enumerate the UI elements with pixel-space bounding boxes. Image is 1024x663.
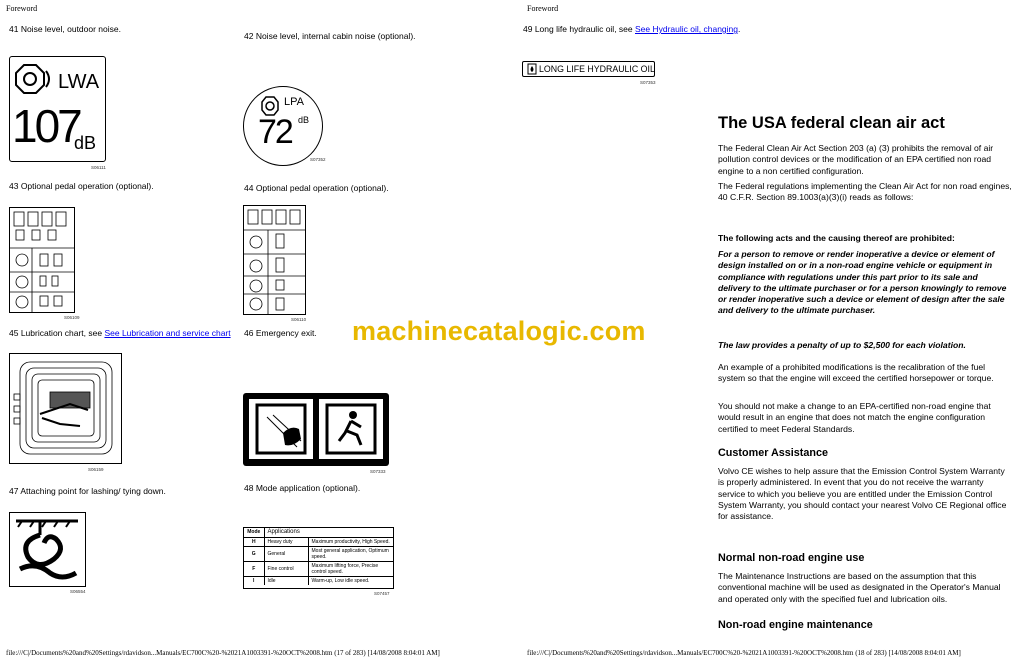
lubrication-diagram-icon xyxy=(10,354,121,463)
mode-row xyxy=(244,537,393,546)
mode-description: Warm-up, Low idle speed. xyxy=(311,577,370,584)
mode-description: Maximum lifting force, Precise control speed. xyxy=(308,561,393,576)
code-41: S06111 xyxy=(91,165,106,170)
lwa-unit: dB xyxy=(74,133,97,153)
mode-letter: F xyxy=(244,561,264,576)
code-47: S06554 xyxy=(70,589,86,594)
mode-name: Idle xyxy=(264,576,308,585)
mode-description: Maximum productivity, High Speed. xyxy=(308,537,393,546)
lubrication-chart-link[interactable]: See Lubrication and service chart xyxy=(104,328,231,338)
code-45: S06159 xyxy=(88,467,104,472)
paragraph-1: The Federal Clean Air Act Section 203 (a) (3) prohibits the removal of air pollution control devices or the modification of an EPA certified non road engine to a non certified configuration. xyxy=(718,143,994,176)
caption-45 xyxy=(9,328,231,338)
paragraph-3: The following acts and the causing thereof are prohibited: xyxy=(718,233,955,243)
pedal-diagram-icon xyxy=(10,208,74,312)
code-49: S07353 xyxy=(640,80,656,85)
page-header-right: Foreword xyxy=(527,4,559,13)
paragraph-6: An example of a prohibited modifications is the recalibration of the fuel system so that the engine will exceed the certified horsepower or torque. xyxy=(718,362,994,384)
applications-header: Applications xyxy=(264,528,393,537)
caption-47: 47 Attaching point for lashing/ tying down. xyxy=(9,486,166,496)
page-footer-left: file:///C|/Documents%20and%20Settings/rdavidson...Manuals/EC700C%20-%2021A1003391-%20OCT%2008.htm (17 of 283) [14/08/2008 8:04:01 AM] xyxy=(6,649,440,657)
mode-row xyxy=(244,576,393,585)
lashing-point-decal xyxy=(9,512,86,587)
code-43: S06109 xyxy=(64,315,80,320)
lashing-hook-icon xyxy=(10,513,84,585)
lpa-value: 72 xyxy=(258,113,292,151)
mode-letter: I xyxy=(244,576,264,585)
caption-43: 43 Optional pedal operation (optional). xyxy=(9,181,154,191)
mode-row xyxy=(244,546,393,561)
paragraph-5: The law provides a penalty of up to $2,500 for each violation. xyxy=(718,340,966,350)
code-46: S07333 xyxy=(370,469,386,474)
caption-41: 41 Noise level, outdoor noise. xyxy=(9,24,121,34)
caption-48: 48 Mode application (optional). xyxy=(244,483,361,493)
hydraulic-oil-link[interactable]: See Hydraulic oil, changing xyxy=(635,24,739,34)
lpa-label: LPA xyxy=(284,96,304,108)
paragraph-4: For a person to remove or render inoperative a device or element of design installed on or in a non-road engine vehicle or equipment in compliance with regulations under this part prior to its sale and delivery to the ultimate purchaser or for a person knowingly to remove or render inoperative such a device or element of design after the sale and delivery to the ultimate purchaser. xyxy=(718,249,1007,316)
caption-49-end: . xyxy=(738,24,741,34)
mode-table xyxy=(244,528,393,585)
code-42: S07352 xyxy=(310,157,326,162)
heading-normal-use: Normal non-road engine use xyxy=(718,552,865,564)
code-44: S06110 xyxy=(291,317,307,322)
lubrication-chart-decal xyxy=(9,353,122,464)
cabin-noise-decal xyxy=(243,86,323,166)
page-header-left: Foreword xyxy=(6,4,38,13)
hydraulic-oil-decal xyxy=(522,61,655,77)
mode-letter: H xyxy=(244,537,264,546)
paragraph-2: The Federal regulations implementing the Clean Air Act for non road engines, 40 C.F.R. Section 89.1003(a)(3)(i) reads as follows: xyxy=(718,181,1012,203)
caption-49 xyxy=(523,24,740,34)
mode-letter: G xyxy=(244,546,264,561)
oil-label: LONG LIFE HYDRAULIC OIL xyxy=(539,64,655,74)
page-footer-right: file:///C|/Documents%20and%20Settings/rdavidson...Manuals/EC700C%20-%2021A1003391-%20OCT%2008.htm (18 of 283) [14/08/2008 8:04:01 AM] xyxy=(527,649,961,657)
outdoor-noise-decal xyxy=(9,56,106,162)
code-48: S07457 xyxy=(374,591,390,596)
pedal-operation-decal xyxy=(9,207,75,313)
mode-name: Fine control xyxy=(264,561,308,576)
watermark: machinecatalogic.com xyxy=(352,316,646,346)
mode-name: Heavy duty xyxy=(264,537,308,546)
lwa-label: LWA xyxy=(58,71,100,93)
oil-drop-icon xyxy=(527,63,537,75)
lwa-value: 107 xyxy=(12,100,80,152)
caption-42: 42 Noise level, internal cabin noise (optional). xyxy=(244,31,416,41)
mode-description: Most general application, Optimum speed. xyxy=(308,546,393,561)
heading-customer-assistance: Customer Assistance xyxy=(718,447,829,459)
paragraph-7: You should not make a change to an EPA-certified non-road engine that would result in an engine that does not match the engine configuration certified to meet Federal Standards. xyxy=(718,401,991,434)
mode-table-header xyxy=(244,528,393,537)
caption-45-text: 45 Lubrication chart, see xyxy=(9,328,105,338)
page-title: The USA federal clean air act xyxy=(718,114,945,132)
caption-44: 44 Optional pedal operation (optional). xyxy=(244,183,389,193)
mode-header: Mode xyxy=(244,528,264,537)
emergency-exit-decal xyxy=(243,393,389,466)
mode-application-decal xyxy=(243,527,394,589)
pedal-operation-decal-alt xyxy=(243,205,306,315)
mode-name: General xyxy=(264,546,308,561)
lpa-unit: dB xyxy=(298,115,310,125)
pedal-diagram-alt-icon xyxy=(244,206,305,314)
paragraph-9: The Maintenance Instructions are based on the assumption that this conventional machine will be used as designated in the Operator's Manual and operated only with the specified fuel and lubrication oils. xyxy=(718,571,1001,604)
mode-row xyxy=(244,561,393,576)
heading-engine-maintenance: Non-road engine maintenance xyxy=(718,619,873,631)
caption-49-text: 49 Long life hydraulic oil, see xyxy=(523,24,635,34)
paragraph-8: Volvo CE wishes to help assure that the Emission Control System Warranty is properly administered. In event that you do not receive the warranty service to which you believe you are entitled under the Emission Control System Warranty, you should contact your nearest Volvo CE Regional office for assistance. xyxy=(718,466,1007,522)
caption-46: 46 Emergency exit. xyxy=(244,328,317,338)
emergency-exit-icon xyxy=(243,393,389,466)
